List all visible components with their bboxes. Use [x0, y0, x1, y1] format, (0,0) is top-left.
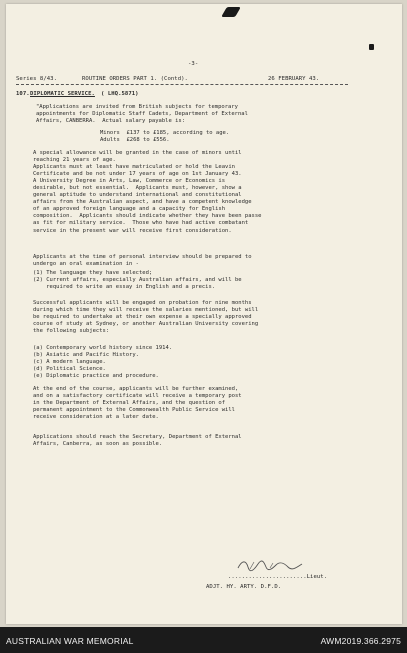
signature-rank: .......................Lieut.	[228, 574, 328, 580]
signature-office: ADJT. HY. ARTY. D.F.D.	[206, 584, 282, 590]
handwritten-signature	[236, 556, 306, 574]
punch-hole-mark	[369, 44, 374, 50]
order-number: 107.	[16, 91, 30, 97]
salary-table: Minors £137 to £185, according to age. Adults £268 to £556.	[100, 130, 230, 144]
orders-title: ROUTINE ORDERS PART 1. (Contd).	[82, 76, 188, 82]
document-page	[6, 4, 402, 624]
closing-paragraph: Applications should reach the Secretary, Department of External Affairs, Canberra, as soon as possible.	[33, 434, 242, 448]
page-number: -3-	[188, 61, 199, 67]
after-course-paragraph: At the end of the course, applicants will be further examined, and on a satisfactory certificate will receive a temporary post in the Department of External Affairs, and the question of permanent appointment to the Commonwealth Public Service will receive consideration at a later date.	[33, 386, 242, 421]
probation-paragraph: Successful applicants will be engaged on probation for nine months during which time they will receive the salaries mentioned, but will be required to undertake at their own expense a specially approved course of study at Sydney, or another Australian University covering the following subjects:	[33, 300, 259, 335]
subjects-list: (a) Contemporary world history since 1914. (b) Asiatic and Pacific History. (c) A modern language. (d) Political Science. (e) Diplomatic practice and procedure.	[33, 345, 173, 380]
series-label: Series 8/43.	[16, 76, 58, 82]
intro-paragraph: "Applications are invited from British subjects for temporary appointments for Diplomatic Staff Cadets, Department of External Affairs, CANBERRA. Actual salary payable is:	[36, 104, 248, 125]
punch-hole-mark	[221, 7, 241, 17]
examination-items: (1) The language they have selected; (2) Current affairs, especially Australian affairs, and will be required to write an essay in English and a precis.	[33, 270, 242, 291]
header-rule	[16, 84, 348, 85]
orders-date: 26 FEBRUARY 43.	[268, 76, 320, 82]
examination-paragraph: Applicants at the time of personal interview should be prepared to undergo an oral examination in -	[33, 254, 252, 268]
footer-bar	[0, 627, 407, 653]
footer-accession-number: AWM2019.366.2975	[320, 636, 401, 646]
order-heading: DIPLOMATIC SERVICE.	[30, 91, 95, 97]
eligibility-paragraph: A special allowance will be granted in the case of minors until reaching 21 years of age. Applicants must at least have matriculated or hold the Leavin Certificate and be not under 17 years of age on 1st January 43. A University Degree in Arts, Law, Commerce or Economics is desirable, but not essential. Applicants must, however, show a general aptitude to understand international and constitutional affairs from the Australian aspect, and have a competent knowledge of an approved foreign language and a capacity for English composition. Applicants should indicate whether they have been passe as fit for military service. Those who have had active combatant service in the present war will receive first consideration.	[33, 150, 262, 234]
footer-institution: AUSTRALIAN WAR MEMORIAL	[6, 636, 134, 646]
order-reference: ( LHQ.5871)	[101, 91, 139, 97]
